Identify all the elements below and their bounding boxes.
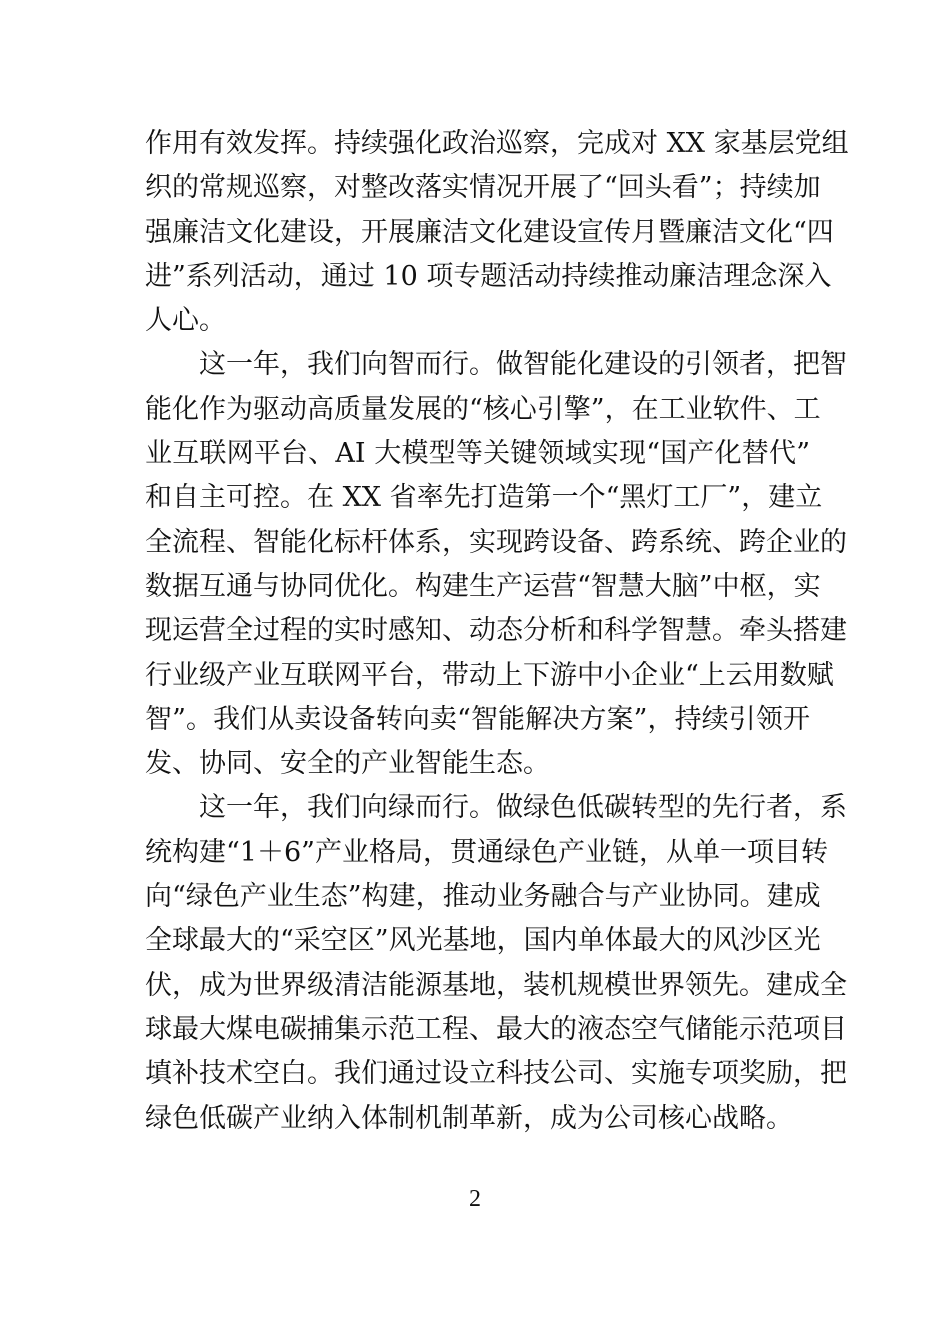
text-line: 伏，成为世界级清洁能源基地，装机规模世界领先。建成全 <box>145 969 847 1001</box>
text-line: 织的常规巡察，对整改落实情况开展了“回头看”；持续加 <box>145 172 821 204</box>
text-line: 数据互通与协同优化。构建生产运营“智慧大脑”中枢，实 <box>145 570 821 602</box>
text-line: 业互联网平台、AI 大模型等关键领域实现“国产化替代” <box>145 438 810 470</box>
text-line: 发、协同、安全的产业智能生态。 <box>145 748 550 780</box>
text-line: 球最大煤电碳捕集示范工程、最大的液态空气储能示范项目 <box>145 1013 847 1045</box>
text-line: 人心。 <box>145 305 226 337</box>
text-line: 全球最大的“采空区”风光基地，国内单体最大的风沙区光 <box>145 925 821 957</box>
text-line: 能化作为驱动高质量发展的“核心引擎”，在工业软件、工 <box>145 393 821 425</box>
text-line: 统构建“1＋6”产业格局，贯通绿色产业链，从单一项目转 <box>145 836 828 868</box>
text-line: 现运营全过程的实时感知、动态分析和科学智慧。牵头搭建 <box>145 615 847 647</box>
text-line: 这一年，我们向智而行。做智能化建设的引领者，把智 <box>199 349 847 381</box>
text-line: 绿色低碳产业纳入体制机制革新，成为公司核心战略。 <box>145 1102 793 1134</box>
text-line: 和自主可控。在 XX 省率先打造第一个“黑灯工厂”，建立 <box>145 482 823 514</box>
text-line: 全流程、智能化标杆体系，实现跨设备、跨系统、跨企业的 <box>145 526 847 558</box>
document-body <box>145 122 849 1141</box>
paragraph-green <box>145 786 847 1140</box>
text-line: 填补技术空白。我们通过设立科技公司、实施专项奖励，把 <box>145 1058 847 1090</box>
page-number: 2 <box>469 1186 481 1212</box>
paragraph-intelligence <box>145 343 847 786</box>
text-line: 这一年，我们向绿而行。做绿色低碳转型的先行者，系 <box>199 792 847 824</box>
text-line: 进”系列活动，通过 10 项专题活动持续推动廉洁理念深入 <box>145 260 832 292</box>
text-line: 智”。我们从卖设备转向卖“智能解决方案”，持续引领开 <box>145 703 810 735</box>
text-line: 作用有效发挥。持续强化政治巡察，完成对 XX 家基层党组 <box>145 128 849 159</box>
text-line: 强廉洁文化建设，开展廉洁文化建设宣传月暨廉洁文化“四 <box>145 216 834 248</box>
paragraph-integrity <box>145 122 849 343</box>
text-line: 向“绿色产业生态”构建，推动业务融合与产业协同。建成 <box>145 881 821 913</box>
text-line: 行业级产业互联网平台，带动上下游中小企业“上云用数赋 <box>145 659 834 691</box>
